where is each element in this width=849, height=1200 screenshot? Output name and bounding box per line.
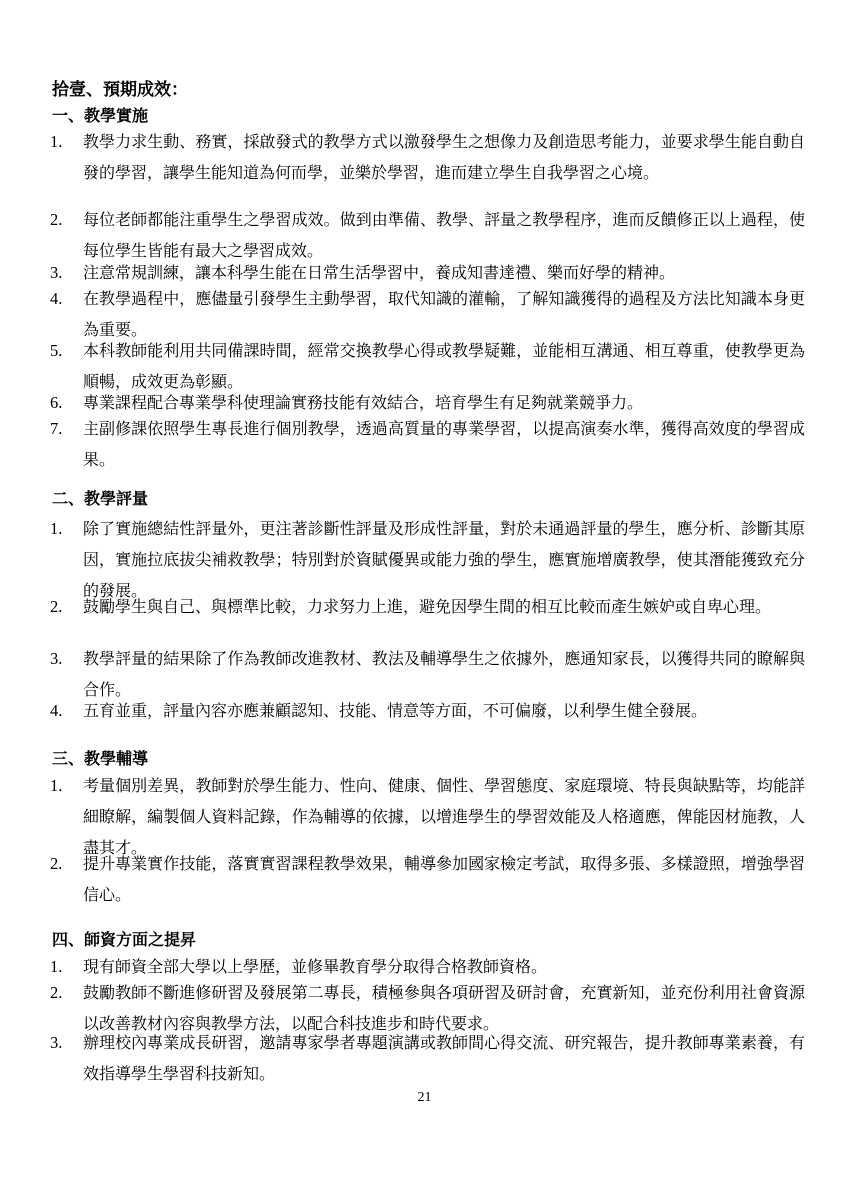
item-text: 考量個別差異，教師對於學生能力、性向、健康、個性、學習態度、家庭環境、特長與缺點等，均能詳細瞭解，編製個人資料記錄，作為輔導的依據，以增進學生的學習效能及人格適應，俾能因材施教，人盡其才。 <box>83 776 805 857</box>
item-number: 5. <box>50 341 63 360</box>
item-number: 1. <box>50 132 63 151</box>
item-text: 每位老師都能注重學生之學習成效。做到由準備、教學、評量之教學程序，進而反饋修正以上過程，使每位學生皆能有最大之學習成效。 <box>83 210 805 260</box>
item-text: 教學力求生動、務實，採啟發式的教學方式以激發學生之想像力及創造思考能力，並要求學生能自動自發的學習，讓學生能知道為何而學，並樂於學習，進而建立學生自我學習之心境。 <box>83 132 805 182</box>
item-text: 提升專業實作技能，落實實習課程教學效果，輔導參加國家檢定考試，取得多張、多樣證照，增強學習信心。 <box>83 854 805 904</box>
item-text: 鼓勵教師不斷進修研習及發展第二專長，積極參與各項研習及研討會，充實新知，並充份利用社會資源以改善教材內容與教學方法，以配合科技進步和時代要求。 <box>83 983 805 1033</box>
item-text: 主副修課依照學生專長進行個別教學，透過高質量的專業學習，以提高演奏水準，獲得高效度的學習成果。 <box>83 419 805 469</box>
item-text: 現有師資全部大學以上學歷，並修畢教育學分取得合格教師資格。 <box>83 957 548 976</box>
item-text: 辦理校內專業成長研習，邀請專家學者專題演講或教師間心得交流、研究報告，提升教師專業素養，有效指導學生學習科技新知。 <box>83 1033 805 1083</box>
item-number: 7. <box>50 419 63 438</box>
item-number: 2. <box>50 983 63 1002</box>
item-text: 五育並重，評量內容亦應兼顧認知、技能、情意等方面，不可偏廢，以利學生健全發展。 <box>83 701 708 720</box>
item-number: 6. <box>50 393 63 412</box>
item-text: 專業課程配合專業學科使理論實務技能有效結合，培育學生有足夠就業競爭力。 <box>83 393 644 412</box>
item-text: 鼓勵學生與自己、與標準比較，力求努力上進，避免因學生間的相互比較而產生嫉妒或自卑心理。 <box>83 597 772 616</box>
item-number: 2. <box>50 597 63 616</box>
item-number: 3. <box>50 649 63 668</box>
item-number: 1. <box>50 519 63 538</box>
item-text: 除了實施總結性評量外，更注著診斷性評量及形成性評量，對於未通過評量的學生，應分析、診斷其原因，實施拉底拔尖補救教學；特別對於資賦優異或能力強的學生，應實施增廣教學，使其潛能獲致充分的發展。 <box>83 519 805 600</box>
item-text: 在教學過程中，應儘量引發學生主動學習，取代知識的灌輸，了解知識獲得的過程及方法比知識本身更為重要。 <box>83 289 805 339</box>
item-number: 2. <box>50 210 63 229</box>
item-number: 2. <box>50 854 63 873</box>
item-number: 3. <box>50 263 63 282</box>
item-text: 教學評量的結果除了作為教師改進教材、教法及輔導學生之依據外，應通知家長，以獲得共同的瞭解與合作。 <box>83 649 805 699</box>
section-heading: 三、教學輔導 <box>52 749 149 768</box>
item-number: 4. <box>50 701 63 720</box>
item-number: 1. <box>50 776 63 795</box>
page-title: 拾壹、預期成效： <box>52 80 188 100</box>
item-text: 本科教師能利用共同備課時間，經常交換教學心得或教學疑難，並能相互溝通、相互尊重，使教學更為順暢，成效更為彰顯。 <box>83 341 805 391</box>
page-number: 21 <box>417 1090 432 1105</box>
section-heading: 一、教學實施 <box>52 106 149 125</box>
section-heading: 四、師資方面之提昇 <box>52 930 197 949</box>
section-heading: 二、教學評量 <box>52 489 149 508</box>
item-number: 4. <box>50 289 63 308</box>
item-text: 注意常規訓練，讓本科學生能在日常生活學習中，養成知書達禮、樂而好學的精神。 <box>83 263 676 282</box>
item-number: 1. <box>50 957 63 976</box>
item-number: 3. <box>50 1033 63 1052</box>
